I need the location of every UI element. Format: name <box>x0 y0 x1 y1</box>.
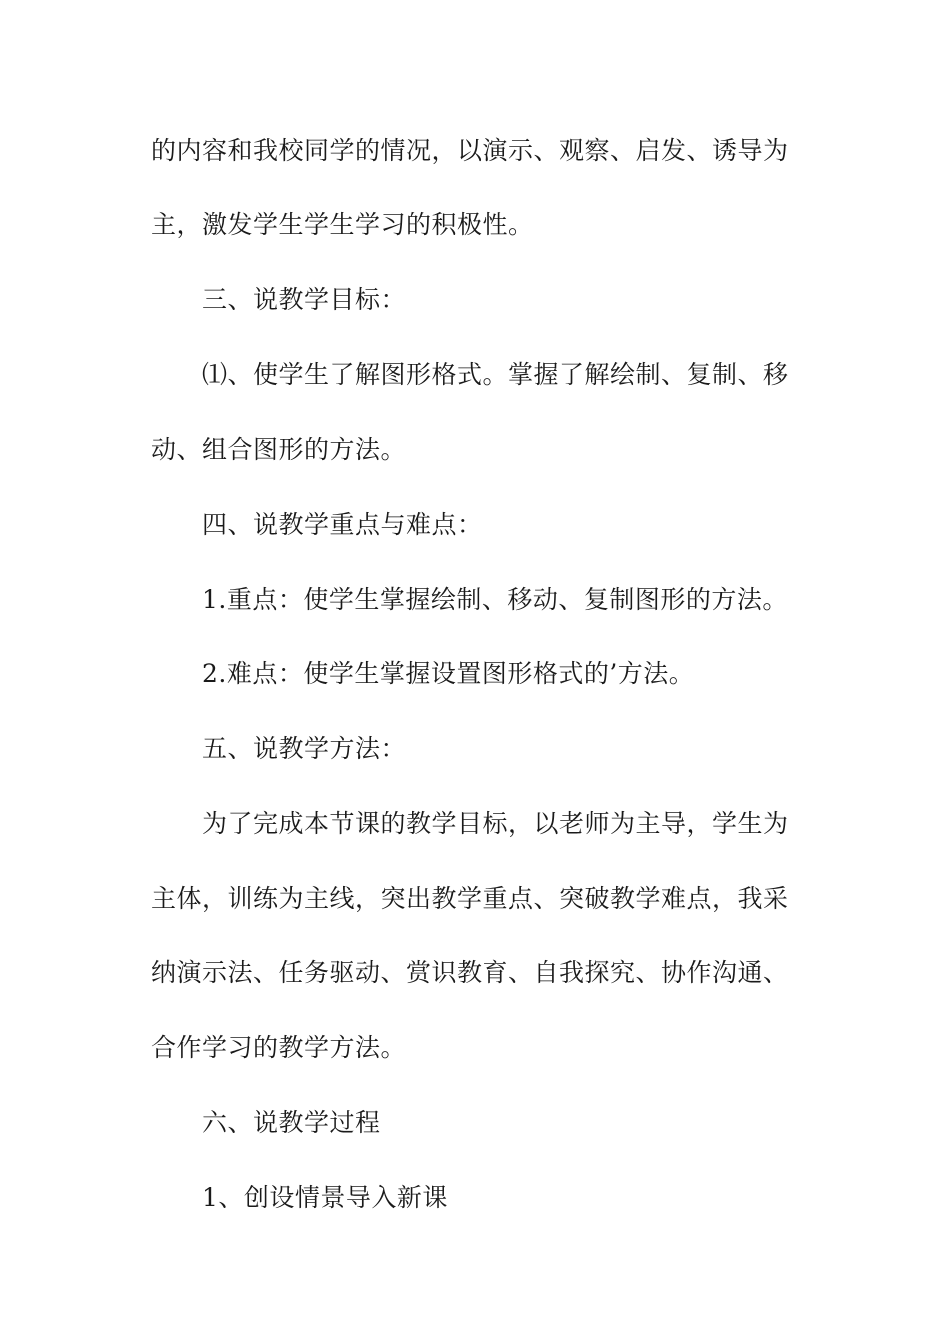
list-item: 2.难点：使学生掌握设置图形格式的’方法。 <box>202 659 695 688</box>
section-heading: 三、说教学目标： <box>202 285 407 314</box>
section-heading: 六、说教学过程 <box>202 1108 381 1137</box>
paragraph-line: 合作学习的教学方法。 <box>151 1033 407 1062</box>
paragraph-line: 动、组合图形的方法。 <box>151 435 407 464</box>
paragraph-line: 为了完成本节课的教学目标，以老师为主导，学生为 <box>202 809 789 838</box>
list-item: 1、创设情景导入新课 <box>202 1183 448 1212</box>
paragraph-line: 纳演示法、任务驱动、赏识教育、自我探究、协作沟通、 <box>151 958 789 987</box>
paragraph-line: 的内容和我校同学的情况，以演示、观察、启发、诱导为 <box>151 136 789 165</box>
section-heading: 四、说教学重点与难点： <box>202 510 483 539</box>
paragraph-line: 主，激发学生学生学习的积极性。 <box>151 210 534 239</box>
list-item: 1.重点：使学生掌握绘制、移动、复制图形的方法。 <box>202 585 788 614</box>
section-heading: 五、说教学方法： <box>202 734 407 763</box>
paragraph-line: ⑴、使学生了解图形格式。掌握了解绘制、复制、移 <box>202 360 789 389</box>
paragraph-line: 主体，训练为主线，突出教学重点、突破教学难点，我采 <box>151 884 789 913</box>
